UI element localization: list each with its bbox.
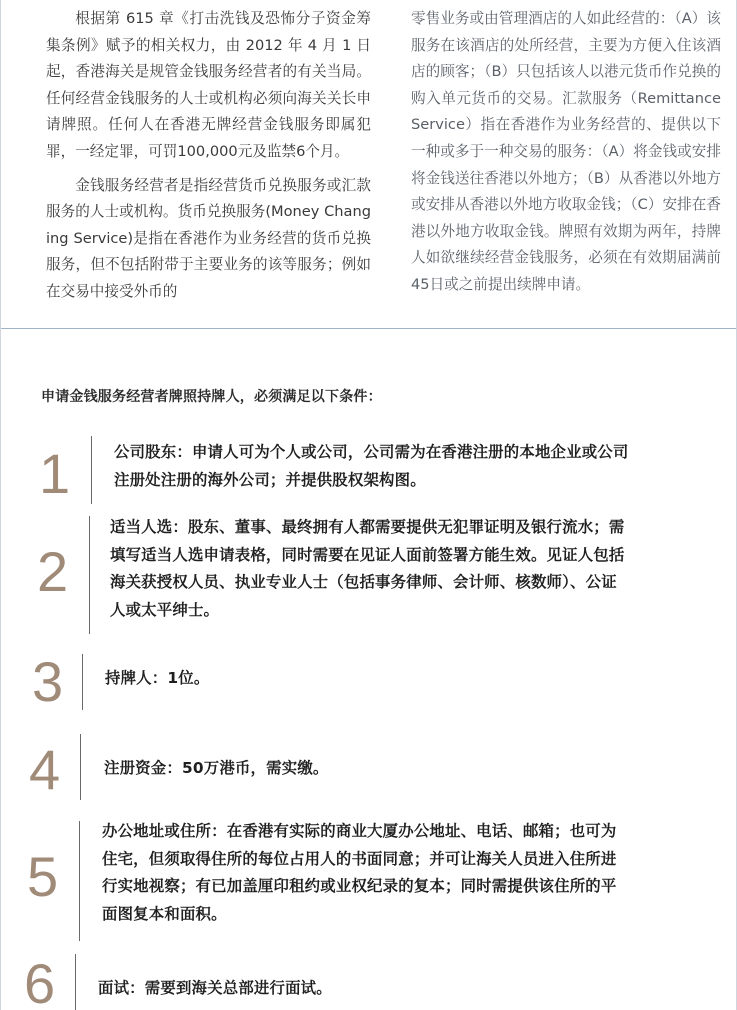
item-text-4: 注册资金：50万港币，需实缴。 [104,759,329,777]
item-number-4: 4 [29,738,61,801]
item-divider-3 [82,654,83,710]
item-divider-6 [75,954,76,1010]
item-divider-4 [80,734,81,800]
right-text-column [411,6,721,299]
item-number-1: 1 [39,442,71,505]
item-number-2: 2 [37,540,69,603]
intro-paragraph-2: 金钱服务经营者是指经营货币兑换服务或汇款服务的人士或机构。货币兑换服务(Money Changing Service)是指在香港作为业务经营的货币兑换服务，但不包括附带于主要业务的该等服务；例如在交易中接受外币的 [46,176,371,300]
item-divider-5 [79,821,80,941]
item-text-2: 适当人选：股东、董事、最终拥有人都需要提供无犯罪证明及银行流水；需填写适当人选申请表格，同时需要在见证人面前签署方能生效。见证人包括海关获授权人员、执业专业人士（包括事务律师、会计师、核数师）、公证人或太平绅士。 [110,518,625,619]
item-number-6: 6 [24,952,56,1010]
left-text-column [46,6,371,306]
item-divider-1 [91,436,92,504]
item-number-5: 5 [27,845,59,908]
item-number-3: 3 [32,650,64,713]
requirements-heading: 申请金钱服务经营者牌照持牌人，必须满足以下条件： [41,389,382,405]
section-divider [1,328,737,329]
item-text-3: 持牌人：1位。 [105,669,210,687]
item-text-5: 办公地址或住所：在香港有实际的商业大厦办公地址、电话、邮箱；也可为住宅，但须取得住所的每位占用人的书面同意；并可让海关人员进入住所进行实地视察；有已加盖厘印租约或业权纪录的复本；同时需提供该住所的平面图复本和面积。 [102,822,617,923]
item-text-1: 公司股东：申请人可为个人或公司，公司需为在香港注册的本地企业或公司注册处注册的海外公司；并提供股权架构图。 [114,443,629,489]
intro-paragraph-1: 根据第 615 章《打击洗钱及恐怖分子资金筹集条例》赋予的相关权力，由 2012 年 4 月 1 日起，香港海关是规管金钱服务经营者的有关当局。任何经营金钱服务的人士或机构必须向海关关长申请牌照。任何人在香港无牌经营金钱服务即属犯罪，一经定罪，可罚100,000元及监禁6个月。 [46,10,371,160]
item-text-6: 面试：需要到海关总部进行面试。 [98,979,332,997]
item-divider-2 [89,516,90,634]
intro-paragraph-3: 零售业务或由管理酒店的人如此经营的：（A）该服务在该酒店的处所经营，主要为方便入住该酒店的顾客；（B）只包括该人以港元货币作兑换的购入单元货币的交易。汇款服务（Remittance Service）指在香港作为业务经营的、提供以下一种或多于一种交易的服务：（A）将金钱或安排将金钱送往香港以外地方；（B）从香港以外地方或安排从香港以外地方收取金钱；（C）安排在香港以外地方收取金钱。牌照有效期为两年，持牌人如欲继续经营金钱服务，必须在有效期届满前45日或之前提出续牌申请。 [411,10,721,293]
